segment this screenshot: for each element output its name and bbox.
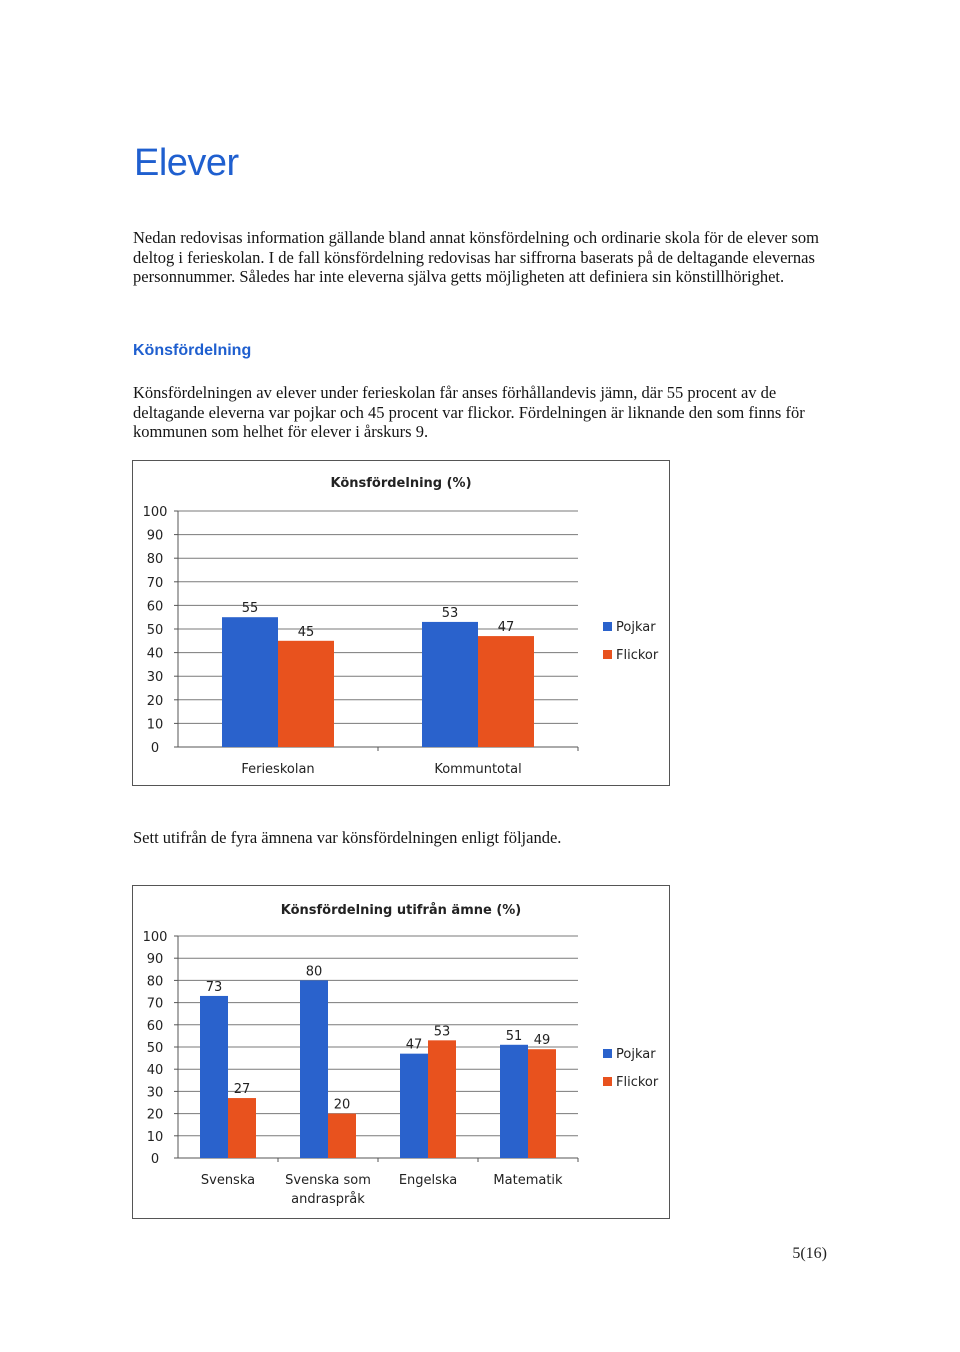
subject-data-label: 20 [333, 1097, 351, 1113]
gender-y-tick-label: 0 [150, 741, 160, 756]
gender-category-label: Kommuntotal [434, 762, 522, 777]
gender-y-tick-label: 40 [146, 646, 164, 662]
subject-bar-flickor [428, 1040, 456, 1158]
gender-chart-title: Könsfördelning (%) [330, 476, 472, 491]
subject-y-tick-label: 30 [146, 1085, 164, 1101]
subject-y-tick-label: 60 [146, 1018, 164, 1034]
gender-y-tick-label: 100 [142, 505, 168, 520]
subject-data-label: 73 [205, 979, 223, 995]
gender-data-label: 47 [497, 620, 515, 636]
gender-data-label: 53 [441, 605, 459, 621]
subject-y-tick-label: 100 [142, 930, 168, 945]
gender-data-label: 45 [297, 624, 315, 640]
subject-y-tick-label: 20 [146, 1107, 164, 1123]
subject-bar-pojkar [200, 996, 228, 1158]
gender-category-label: Ferieskolan [241, 762, 315, 777]
section-heading: Könsfördelning [133, 342, 252, 359]
gender-y-tick-label: 90 [146, 528, 164, 544]
gender-legend-swatch-flickor [603, 650, 612, 659]
gender-legend-label: Flickor [616, 648, 659, 663]
subject-gender-chart [132, 885, 670, 1219]
subject-data-label: 80 [305, 964, 323, 980]
gender-y-tick-label: 10 [146, 717, 164, 733]
page-number: 5(16) [792, 1245, 827, 1262]
gender-legend-swatch-pojkar [603, 622, 612, 631]
gender-y-tick-label: 80 [146, 552, 164, 568]
page-title: Elever [134, 142, 239, 184]
subject-y-tick-label: 0 [150, 1152, 160, 1167]
subject-category-label: Engelska [398, 1173, 458, 1188]
subject-bar-flickor [228, 1098, 256, 1158]
subject-bar-pojkar [500, 1045, 528, 1158]
subject-data-label: 51 [505, 1028, 523, 1044]
gender-y-tick-label: 50 [146, 623, 164, 638]
subject-y-tick-label: 50 [146, 1041, 164, 1056]
gender-paragraph: Könsfördelningen av elever under ferieskolan får anses förhållandevis jämn, där 55 procent av de deltagande eleverna var pojkar och 45 procent var flickor. Fördelningen är liknande den som finns för kommunen som helhet för elever i årskurs 9. [133, 383, 805, 441]
gender-legend-label: Pojkar [616, 620, 656, 635]
subject-data-label: 49 [533, 1033, 551, 1049]
subject-gender-chart-svg [133, 886, 669, 1218]
gender-chart-svg [133, 461, 669, 785]
gender-bar-pojkar [422, 622, 478, 747]
gender-y-tick-label: 20 [146, 693, 164, 709]
subject-bar-pojkar [400, 1054, 428, 1158]
gender-y-tick-label: 30 [146, 670, 164, 686]
gender-chart [132, 460, 670, 786]
gender-y-tick-label: 60 [146, 599, 164, 615]
subject-data-label: 47 [405, 1037, 423, 1053]
subject-legend-swatch-flickor [603, 1077, 612, 1086]
subject-chart-title: Könsfördelning utifrån ämne (%) [280, 903, 522, 918]
subject-y-tick-label: 10 [146, 1129, 164, 1145]
subject-legend-label: Pojkar [616, 1047, 656, 1062]
gender-data-label: 55 [241, 601, 259, 617]
gender-y-tick-label: 70 [146, 575, 164, 591]
subject-category-label: andraspråk [291, 1192, 365, 1207]
subject-legend-swatch-pojkar [603, 1049, 612, 1058]
subject-y-tick-label: 90 [146, 952, 164, 968]
subject-y-tick-label: 40 [146, 1063, 164, 1079]
gender-bar-flickor [478, 636, 534, 747]
intro-paragraph: Nedan redovisas information gällande bland annat könsfördelning och ordinarie skola för de elever som deltog i ferieskolan. I de fall könsfördelning redovisas har siffrorna baserats på de deltagande elevernas personnummer. Således har inte eleverna själva getts möjligheten att definiera sin könstillhörighet. [133, 228, 819, 286]
subject-bar-flickor [328, 1114, 356, 1158]
subject-y-tick-label: 70 [146, 996, 164, 1012]
gender-bar-flickor [278, 641, 334, 747]
subject-category-label: Svenska [200, 1173, 256, 1188]
subject-bar-flickor [528, 1049, 556, 1158]
subject-category-label: Svenska som [285, 1173, 371, 1188]
subject-data-label: 53 [433, 1024, 451, 1040]
subject-legend-label: Flickor [616, 1075, 659, 1090]
subject-y-tick-label: 80 [146, 974, 164, 990]
gender-bar-pojkar [222, 617, 278, 747]
between-paragraph: Sett utifrån de fyra ämnena var könsfördelningen enligt följande. [133, 828, 562, 847]
subject-data-label: 27 [233, 1082, 251, 1098]
subject-bar-pojkar [300, 980, 328, 1158]
subject-category-label: Matematik [493, 1173, 563, 1188]
